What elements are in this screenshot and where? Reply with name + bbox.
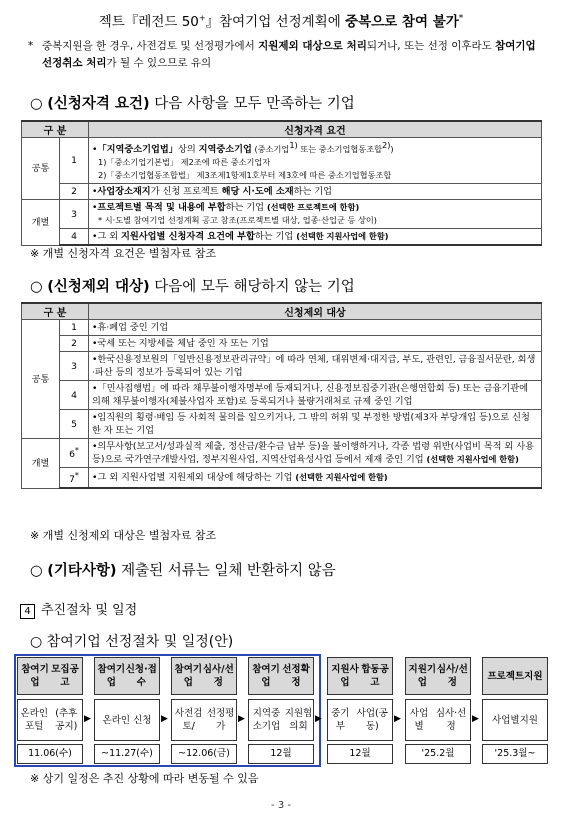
flow-step-5 bbox=[327, 657, 393, 764]
group-common: 공통 bbox=[22, 320, 60, 439]
exclusion-row-2: •국세 또는 지방세를 체납 중인 자 또는 기업 bbox=[89, 336, 542, 352]
table-header-division: 구 분 bbox=[22, 121, 89, 138]
flow-step-title: 프로젝트 지원 bbox=[482, 657, 548, 695]
group-individual: 개별 bbox=[22, 439, 60, 489]
flow-step-method: 온라인 포털 (추후 공지) bbox=[17, 699, 83, 741]
flow-step-1 bbox=[17, 657, 83, 764]
criteria-row-3: •프로젝트별 목적 및 내용에 부합하는 기업 (선택한 프로젝트에 한함) * 시·도별 참여기업 선정계획 공고 참조(프로젝트별 대상, 업종·산업군 등 상이) bbox=[89, 200, 542, 229]
flow-arrow-icon: ▶ bbox=[84, 714, 91, 724]
flow-step-date: ~11.27(수) bbox=[94, 744, 160, 764]
exclusion-row-6: •의무사항(보고서/성과실적 제출, 정산금/환수금 납부 등)을 불이행하거나, 각종 법령 위반(사업비 목적 외 사용 등)으로 국가연구개발사업, 정부지원사업, 지역산업육성사업 등에서 제재 중인 기업 (선택한 지원사업에 한함) bbox=[89, 439, 542, 468]
section-4-heading: 4 추진절차 및 일정 bbox=[20, 599, 137, 619]
flow-step-7 bbox=[482, 657, 548, 764]
exclusion-reference: ※ 개별 신청제외 대상은 별첨자료 참조 bbox=[30, 529, 217, 542]
flow-step-4 bbox=[248, 657, 314, 764]
exclusion-row-7: •그 외 지원사업별 지원제외 대상에 해당하는 기업 (선택한 지원사업에 한함) bbox=[89, 468, 542, 489]
exclusion-row-1: •휴·폐업 중인 기업 bbox=[89, 320, 542, 336]
flow-step-date: 12월 bbox=[248, 744, 314, 764]
flow-arrow-icon: ▶ bbox=[472, 714, 479, 724]
flow-step-method: 사전검토/ 선정평가 bbox=[171, 699, 237, 741]
criteria-row-1: •「지역중소기업법」상의 지역중소기업 (중소기업$^{1)}$ 또는 중소기업협동조합$^{2)}$) 1)「중소기업기본법」 제2조에 따른 중소기업자 2)「중소기업협동조합법」 제3조제1항제1호부터 제3호에 따른 중소기업협동조합 bbox=[89, 138, 542, 184]
flow-arrow-icon: ▶ bbox=[394, 714, 401, 724]
page-heading: 젝트『레전드 50+』참여기업 선정계획에 중복으로 참여 불가* bbox=[98, 13, 464, 30]
group-individual: 개별 bbox=[22, 200, 60, 246]
flow-step-title: 참여기업 신청·접수 bbox=[94, 657, 160, 695]
schedule-reference: ※ 상기 일정은 추진 상황에 따라 변동될 수 있음 bbox=[30, 772, 259, 785]
process-flow bbox=[17, 657, 547, 762]
flow-step-method: 사업별 심사·선정 bbox=[405, 699, 471, 741]
criteria-row-4: •그 외 지원사업별 신청자격 요건에 부합하는 기업 (선택한 지원사업에 한함) bbox=[89, 229, 542, 246]
eligibility-reference: ※ 개별 신청자격 요건은 별첨자료 참조 bbox=[30, 247, 217, 260]
exclusion-row-3: •한국신용정보원의「일반신용정보관리규약」에 따라 연체, 대위변제·대지급, 부도, 관련인, 금융질서문란, 회생·파산 등의 정보가 등록되어 있는 기업 bbox=[89, 352, 542, 381]
flow-arrow-icon: ▶ bbox=[238, 714, 245, 724]
exclusion-table: 구 분 신청제외 대상 공통 1 •휴·폐업 중인 기업 2 •국세 또는 지방세를 체납 중인 자 또는 기업 3 •한국신용정보원의「일반신용정보관리규약」에 따라 연체, 대위변제·대지급, 부도, 관련인, 금융질서문란, 회생·파산 등의 정보가 등록되어 있는 기업 4 •「민사집행법」에 따라 채무불이행자명부에 등재되거나, 신용정보집중기관(은행연합회 등) 또는 금융기관에 의해 채무불이행자(체불사업자 포함)로 등록되거나 불량거래처로 규제 중인 기업 5 •임직원의 횡령·배임 등 사회적 물의를 일으키거나, 그 밖의 허위 및 부정한 방법(제3자 부당개입 등)으로 신청한 자 또는 기업 개별 6* •의무사항(보고서/성과실적 제출, 정산금/환수금 납부 등)을 불이행하거나, 각종 법령 위반(사업비 목적 외 사용 등)으로 국가연구개발사업, 정부지원사업, 지역산업육성사업 등에서 제재 중인 기업 (선택한 지원사업에 한함) 7* •그 외 지원사업별 지원제외 대상에 해당하는 기업 (선택한 지원사업에 한함) bbox=[21, 302, 542, 489]
flow-step-title: 지원사업 합동공고 bbox=[327, 657, 393, 695]
flow-step-method: 중기부 사업(공동) bbox=[327, 699, 393, 741]
flow-step-6 bbox=[405, 657, 471, 764]
eligibility-table: 구 분 신청자격 요건 공통 1 •「지역중소기업법」상의 지역중소기업 (중소기업$^{1)}$ 또는 중소기업협동조합$^{2)}$) 1)「중소기업기본법」 제2조에 따른 중소기업자 2)「중소기업협동조합법」 제3조제1항제1호부터 제3호에 따른 중소기업협동조합 2 •사업장소재지가 신청 프로젝트 해당 시·도에 소재하는 기업 개별 3 •프로젝트별 목적 및 내용에 부합하는 기업 (선택한 프로젝트에 한함) * 시·도별 참여기업 선정계획 공고 참조(프로젝트별 대상, 업종·산업군 등 상이) 4 •그 외 지원사업별 신청자격 요건에 부합하는 기업 (선택한 지원사업에 한함) bbox=[21, 120, 542, 246]
flow-step-2 bbox=[94, 657, 160, 764]
flow-step-date: ~12.06(금) bbox=[171, 744, 237, 764]
flow-step-title: 지원기업 심사/선정 bbox=[405, 657, 471, 695]
flow-step-method: 사업별 지원 bbox=[482, 699, 548, 741]
group-common: 공통 bbox=[22, 138, 60, 200]
flow-step-title: 참여기업 모집공고 bbox=[17, 657, 83, 695]
exclusion-row-5: •임직원의 횡령·배임 등 사회적 물의를 일으키거나, 그 밖의 허위 및 부정한 방법(제3자 부당개입 등)으로 신청한 자 또는 기업 bbox=[89, 410, 542, 439]
flow-step-method: 온라인 신청 bbox=[94, 699, 160, 741]
section-schedule-heading: ○ 참여기업 선정절차 및 일정(안) bbox=[30, 634, 234, 650]
heading-emphasis: 중복으로 참여 불가 bbox=[345, 14, 459, 30]
flow-step-date: '25.3월~ bbox=[482, 744, 548, 764]
flow-step-date: 12월 bbox=[327, 744, 393, 764]
flow-step-3 bbox=[171, 657, 237, 764]
flow-step-date: 11.06(수) bbox=[17, 744, 83, 764]
exclusion-row-4: •「민사집행법」에 따라 채무불이행자명부에 등재되거나, 신용정보집중기관(은행연합회 등) 또는 금융기관에 의해 채무불이행자(체불사업자 포함)로 등록되거나 불량거래처로 규제 중인 기업 bbox=[89, 381, 542, 410]
criteria-row-2: •사업장소재지가 신청 프로젝트 해당 시·도에 소재하는 기업 bbox=[89, 184, 542, 200]
section-other-heading: ○ (기타사항) 제출된 서류는 일체 반환하지 않음 bbox=[30, 563, 336, 579]
flow-step-title: 참여기업 선정확정 bbox=[248, 657, 314, 695]
section-exclusion-heading: ○ (신청제외 대상) 다음에 모두 해당하지 않는 기업 bbox=[30, 279, 355, 295]
section-eligibility-heading: ○ (신청자격 요건) 다음 사항을 모두 만족하는 기업 bbox=[30, 96, 355, 112]
flow-step-method: 지역중소기업 지원협의회 bbox=[248, 699, 314, 741]
duplicate-note: * 중복지원을 한 경우, 사전검토 및 선정평가에서 지원제외 대상으로 처리되거나, 또는 선정 이후라도 참여기업 선정취소 처리가 될 수 있으므로 유의 bbox=[28, 40, 536, 69]
flow-arrow-icon: ▶ bbox=[315, 714, 322, 724]
flow-arrow-icon: ▶ bbox=[161, 714, 168, 724]
table-header-criteria: 신청자격 요건 bbox=[89, 121, 542, 138]
flow-step-date: '25.2월 bbox=[405, 744, 471, 764]
flow-step-title: 참여기업 심사/선정 bbox=[171, 657, 237, 695]
page-number: - 3 - bbox=[271, 800, 291, 811]
